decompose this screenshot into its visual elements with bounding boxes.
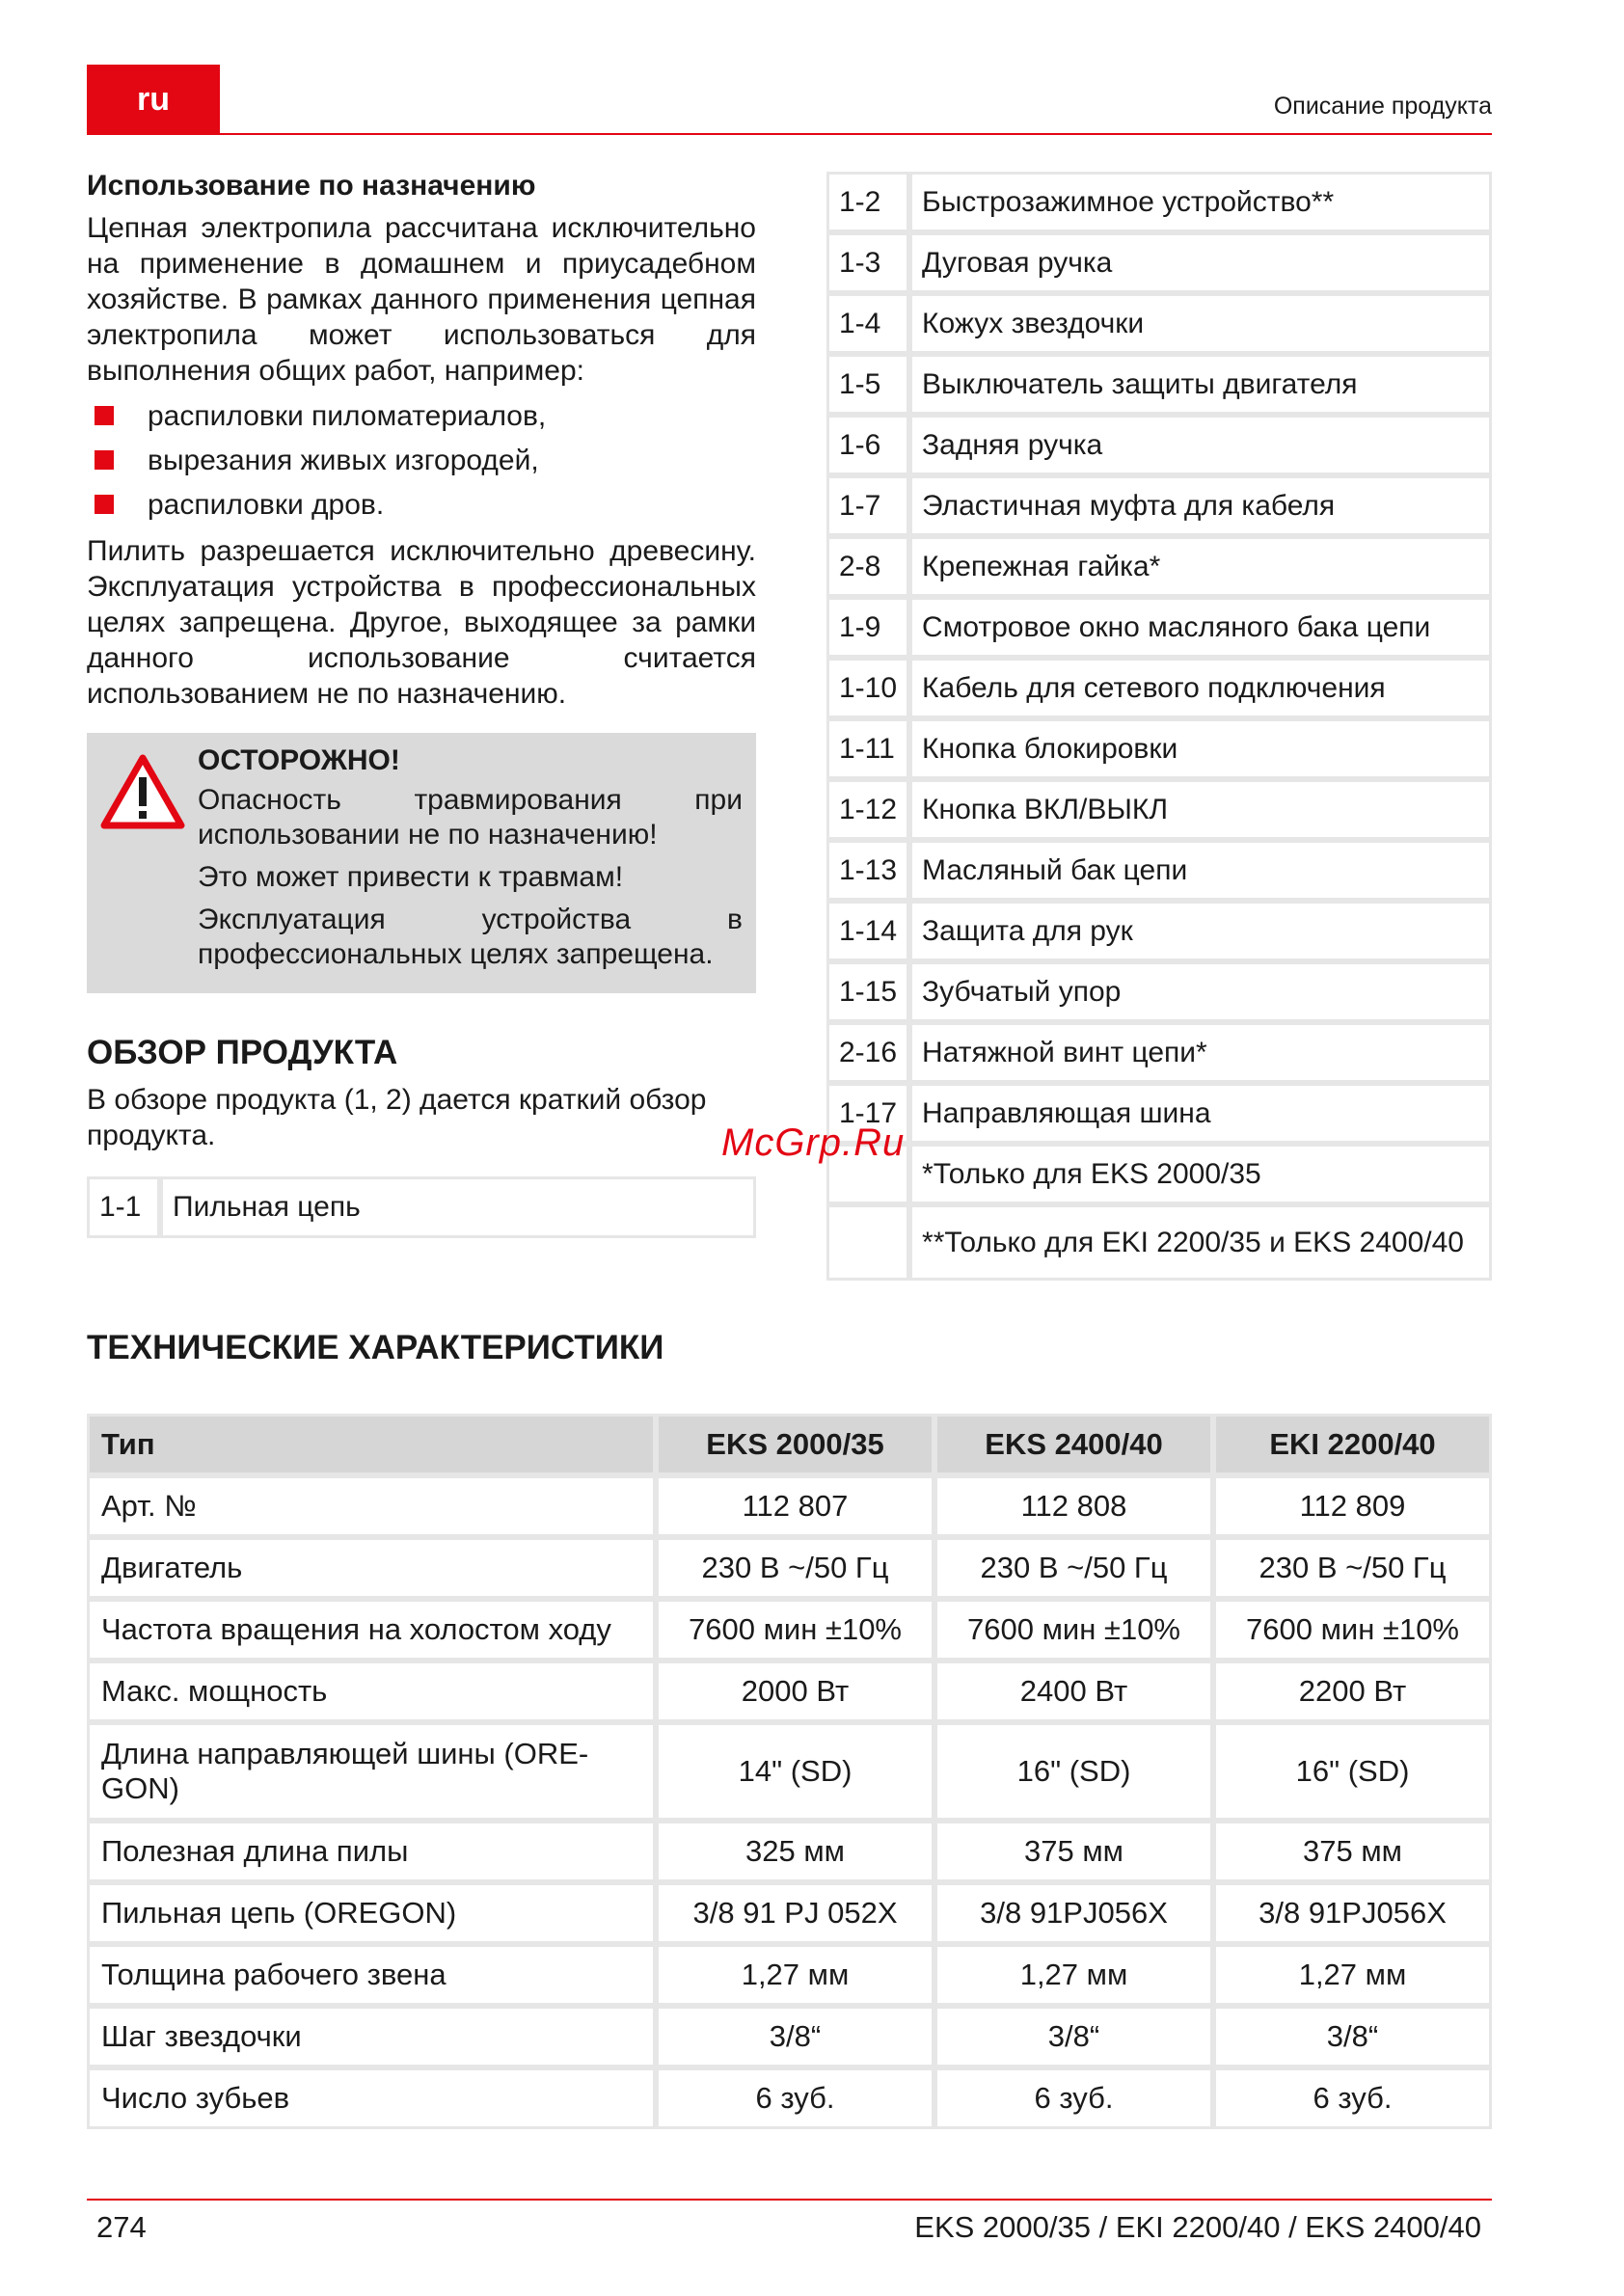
table-header-row	[87, 1414, 1492, 1475]
legend-note: **Только для EKI 2200/35 и EKS 2400/40	[909, 1204, 1492, 1281]
table-row	[826, 961, 1492, 1022]
left-column	[87, 170, 756, 1238]
legend-number: 1-5	[826, 354, 909, 415]
legend-label: Кнопка ВКЛ/ВЫКЛ	[909, 779, 1492, 840]
table-cell: 325 мм	[656, 1821, 934, 1882]
row-label: Двигатель	[87, 1537, 656, 1599]
table-row	[826, 1204, 1492, 1281]
table-row	[826, 1022, 1492, 1083]
table-row	[87, 1537, 1492, 1599]
page-number: 274	[96, 2210, 147, 2244]
table-row	[826, 475, 1492, 536]
table-row	[87, 2067, 1492, 2129]
table-row	[826, 1144, 1492, 1204]
table-row	[87, 1176, 756, 1238]
table-cell: 7600 мин ±10%	[1213, 1599, 1492, 1661]
legend-label: Масляный бак цепи	[909, 840, 1492, 901]
table-row	[826, 415, 1492, 475]
table-row	[87, 1722, 1492, 1821]
table-cell: 3/8“	[1213, 2006, 1492, 2067]
legend-label: Кнопка блокировки	[909, 718, 1492, 779]
legend-number: 1-11	[826, 718, 909, 779]
table-row	[87, 1821, 1492, 1882]
legend-number: 1-2	[826, 172, 909, 232]
column-header: EKI 2200/40	[1213, 1414, 1492, 1475]
table-cell: 112 807	[656, 1475, 934, 1537]
right-column	[826, 172, 1492, 1281]
legend-number: 1-13	[826, 840, 909, 901]
bullet-square-icon	[95, 495, 114, 514]
row-label: Длина направляющей шины (ORE-GON)	[87, 1722, 656, 1821]
table-row	[826, 172, 1492, 232]
overview-legend-left	[87, 1176, 756, 1238]
table-cell: 230 В ~/50 Гц	[1213, 1537, 1492, 1599]
legend-label: Дуговая ручка	[909, 232, 1492, 293]
table-cell: 16" (SD)	[1213, 1722, 1492, 1821]
legend-label: Защита для рук	[909, 901, 1492, 961]
row-label: Толщина рабочего звена	[87, 1944, 656, 2006]
warning-box	[87, 733, 756, 993]
column-header: EKS 2000/35	[656, 1414, 934, 1475]
table-cell: 3/8 91PJ056X	[934, 1882, 1213, 1944]
legend-label: Натяжной винт цепи*	[909, 1022, 1492, 1083]
table-cell: 3/8 91PJ056X	[1213, 1882, 1492, 1944]
table-row	[826, 536, 1492, 597]
legend-number: 2-16	[826, 1022, 909, 1083]
table-row	[87, 2006, 1492, 2067]
list-item: распиловки дров.	[87, 483, 756, 527]
row-label: Число зубьев	[87, 2067, 656, 2129]
intended-use-intro: Цепная электропила рассчитана исключительно на применение в домашнем и приусадебном хозяйстве. В рамках данного применения цепная электропила может использоваться для выполнения общих работ, например:	[87, 212, 756, 387]
legend-number-empty	[826, 1204, 909, 1281]
table-row	[87, 1475, 1492, 1537]
table-row	[826, 658, 1492, 718]
legend-label: Быстрозажимное устройство**	[909, 172, 1492, 232]
table-row	[826, 840, 1492, 901]
table-cell: 7600 мин ±10%	[656, 1599, 934, 1661]
legend-number: 1-10	[826, 658, 909, 718]
table-row	[826, 901, 1492, 961]
legend-label: Выключатель защиты двигателя	[909, 354, 1492, 415]
row-label: Частота вращения на холостом ходу	[87, 1599, 656, 1661]
language-tab: ru	[87, 65, 220, 134]
legend-note: *Только для EKS 2000/35	[909, 1144, 1492, 1204]
column-header: Тип	[87, 1414, 656, 1475]
warning-title: ОСТОРОЖНО!	[198, 744, 400, 776]
warning-triangle-icon	[100, 754, 185, 829]
table-cell: 2000 Вт	[656, 1661, 934, 1722]
legend-number: 1-12	[826, 779, 909, 840]
intended-use-list	[87, 394, 756, 527]
warning-text-3: Эксплуатация устройства в профессиональных целях запрещена.	[198, 904, 743, 970]
legend-label: Крепежная гайка*	[909, 536, 1492, 597]
warning-text-2: Это может привести к травмам!	[198, 861, 624, 893]
overview-legend-right	[826, 172, 1492, 1281]
row-label: Пильная цепь (OREGON)	[87, 1882, 656, 1944]
table-row	[826, 293, 1492, 354]
legend-number: 1-9	[826, 597, 909, 658]
header-divider	[87, 133, 1492, 135]
table-row	[826, 1083, 1492, 1144]
table-cell: 112 809	[1213, 1475, 1492, 1537]
overview-heading: ОБЗОР ПРОДУКТА	[87, 1034, 398, 1071]
table-cell: 7600 мин ±10%	[934, 1599, 1213, 1661]
legend-label: Эластичная муфта для кабеля	[909, 475, 1492, 536]
table-cell: 3/8 91 PJ 052X	[656, 1882, 934, 1944]
table-cell: 16" (SD)	[934, 1722, 1213, 1821]
table-cell: 1,27 мм	[934, 1944, 1213, 2006]
table-cell: 6 зуб.	[656, 2067, 934, 2129]
table-cell: 2200 Вт	[1213, 1661, 1492, 1722]
table-row	[87, 1661, 1492, 1722]
legend-label: Направляющая шина	[909, 1083, 1492, 1144]
table-cell: 375 мм	[934, 1821, 1213, 1882]
legend-number: 1-1	[87, 1176, 160, 1238]
table-cell: 230 В ~/50 Гц	[934, 1537, 1213, 1599]
legend-number: 1-6	[826, 415, 909, 475]
table-row	[826, 718, 1492, 779]
row-label: Макс. мощность	[87, 1661, 656, 1722]
legend-number: 1-14	[826, 901, 909, 961]
row-label: Полезная длина пилы	[87, 1821, 656, 1882]
legend-label: Зубчатый упор	[909, 961, 1492, 1022]
legend-label: Пильная цепь	[160, 1176, 756, 1238]
table-row	[87, 1944, 1492, 2006]
row-label: Шаг звездочки	[87, 2006, 656, 2067]
table-row	[87, 1599, 1492, 1661]
watermark: McGrp.Ru	[721, 1121, 906, 1164]
warning-text-1: Опасность травмирования при использовании не по назначению!	[198, 784, 743, 851]
legend-label: Смотровое окно масляного бака цепи	[909, 597, 1492, 658]
table-cell: 6 зуб.	[934, 2067, 1213, 2129]
legend-number: 1-4	[826, 293, 909, 354]
table-row	[87, 1882, 1492, 1944]
specs-table	[87, 1414, 1492, 2129]
legend-number: 1-17	[826, 1083, 909, 1144]
overview-text: В обзоре продукта (1, 2) дается краткий обзор продукта.	[87, 1084, 707, 1151]
bullet-square-icon	[95, 406, 114, 425]
table-row	[826, 597, 1492, 658]
list-item: распиловки пиломатериалов,	[87, 394, 756, 439]
legend-number: 2-8	[826, 536, 909, 597]
intended-use-heading: Использование по назначению	[87, 170, 536, 202]
table-cell: 230 В ~/50 Гц	[656, 1537, 934, 1599]
bullet-square-icon	[95, 450, 114, 470]
table-cell: 6 зуб.	[1213, 2067, 1492, 2129]
page-section-title: Описание продукта	[1273, 93, 1492, 120]
intended-use-outro: Пилить разрешается исключительно древесину. Эксплуатация устройства в профессиональных целях запрещена. Другое, выходящее за рамки данного использование считается использованием не по назначению.	[87, 535, 756, 710]
list-item: вырезания живых изгородей,	[87, 439, 756, 483]
legend-number: 1-15	[826, 961, 909, 1022]
column-header: EKS 2400/40	[934, 1414, 1213, 1475]
table-row	[826, 232, 1492, 293]
table-cell: 2400 Вт	[934, 1661, 1213, 1722]
table-row	[826, 779, 1492, 840]
table-cell: 3/8“	[934, 2006, 1213, 2067]
table-cell: 1,27 мм	[656, 1944, 934, 2006]
legend-number: 1-7	[826, 475, 909, 536]
row-label: Арт. №	[87, 1475, 656, 1537]
table-cell: 1,27 мм	[1213, 1944, 1492, 2006]
table-cell: 112 808	[934, 1475, 1213, 1537]
legend-number: 1-3	[826, 232, 909, 293]
legend-label: Задняя ручка	[909, 415, 1492, 475]
specs-heading: ТЕХНИЧЕСКИЕ ХАРАКТЕРИСТИКИ	[87, 1329, 664, 1366]
table-cell: 3/8“	[656, 2006, 934, 2067]
legend-label: Кабель для сетевого подключения	[909, 658, 1492, 718]
table-cell: 375 мм	[1213, 1821, 1492, 1882]
footer-divider	[87, 2199, 1492, 2201]
legend-label: Кожух звездочки	[909, 293, 1492, 354]
table-row	[826, 354, 1492, 415]
footer-model-list: EKS 2000/35 / EKI 2200/40 / EKS 2400/40	[914, 2210, 1481, 2244]
table-cell: 14" (SD)	[656, 1722, 934, 1821]
